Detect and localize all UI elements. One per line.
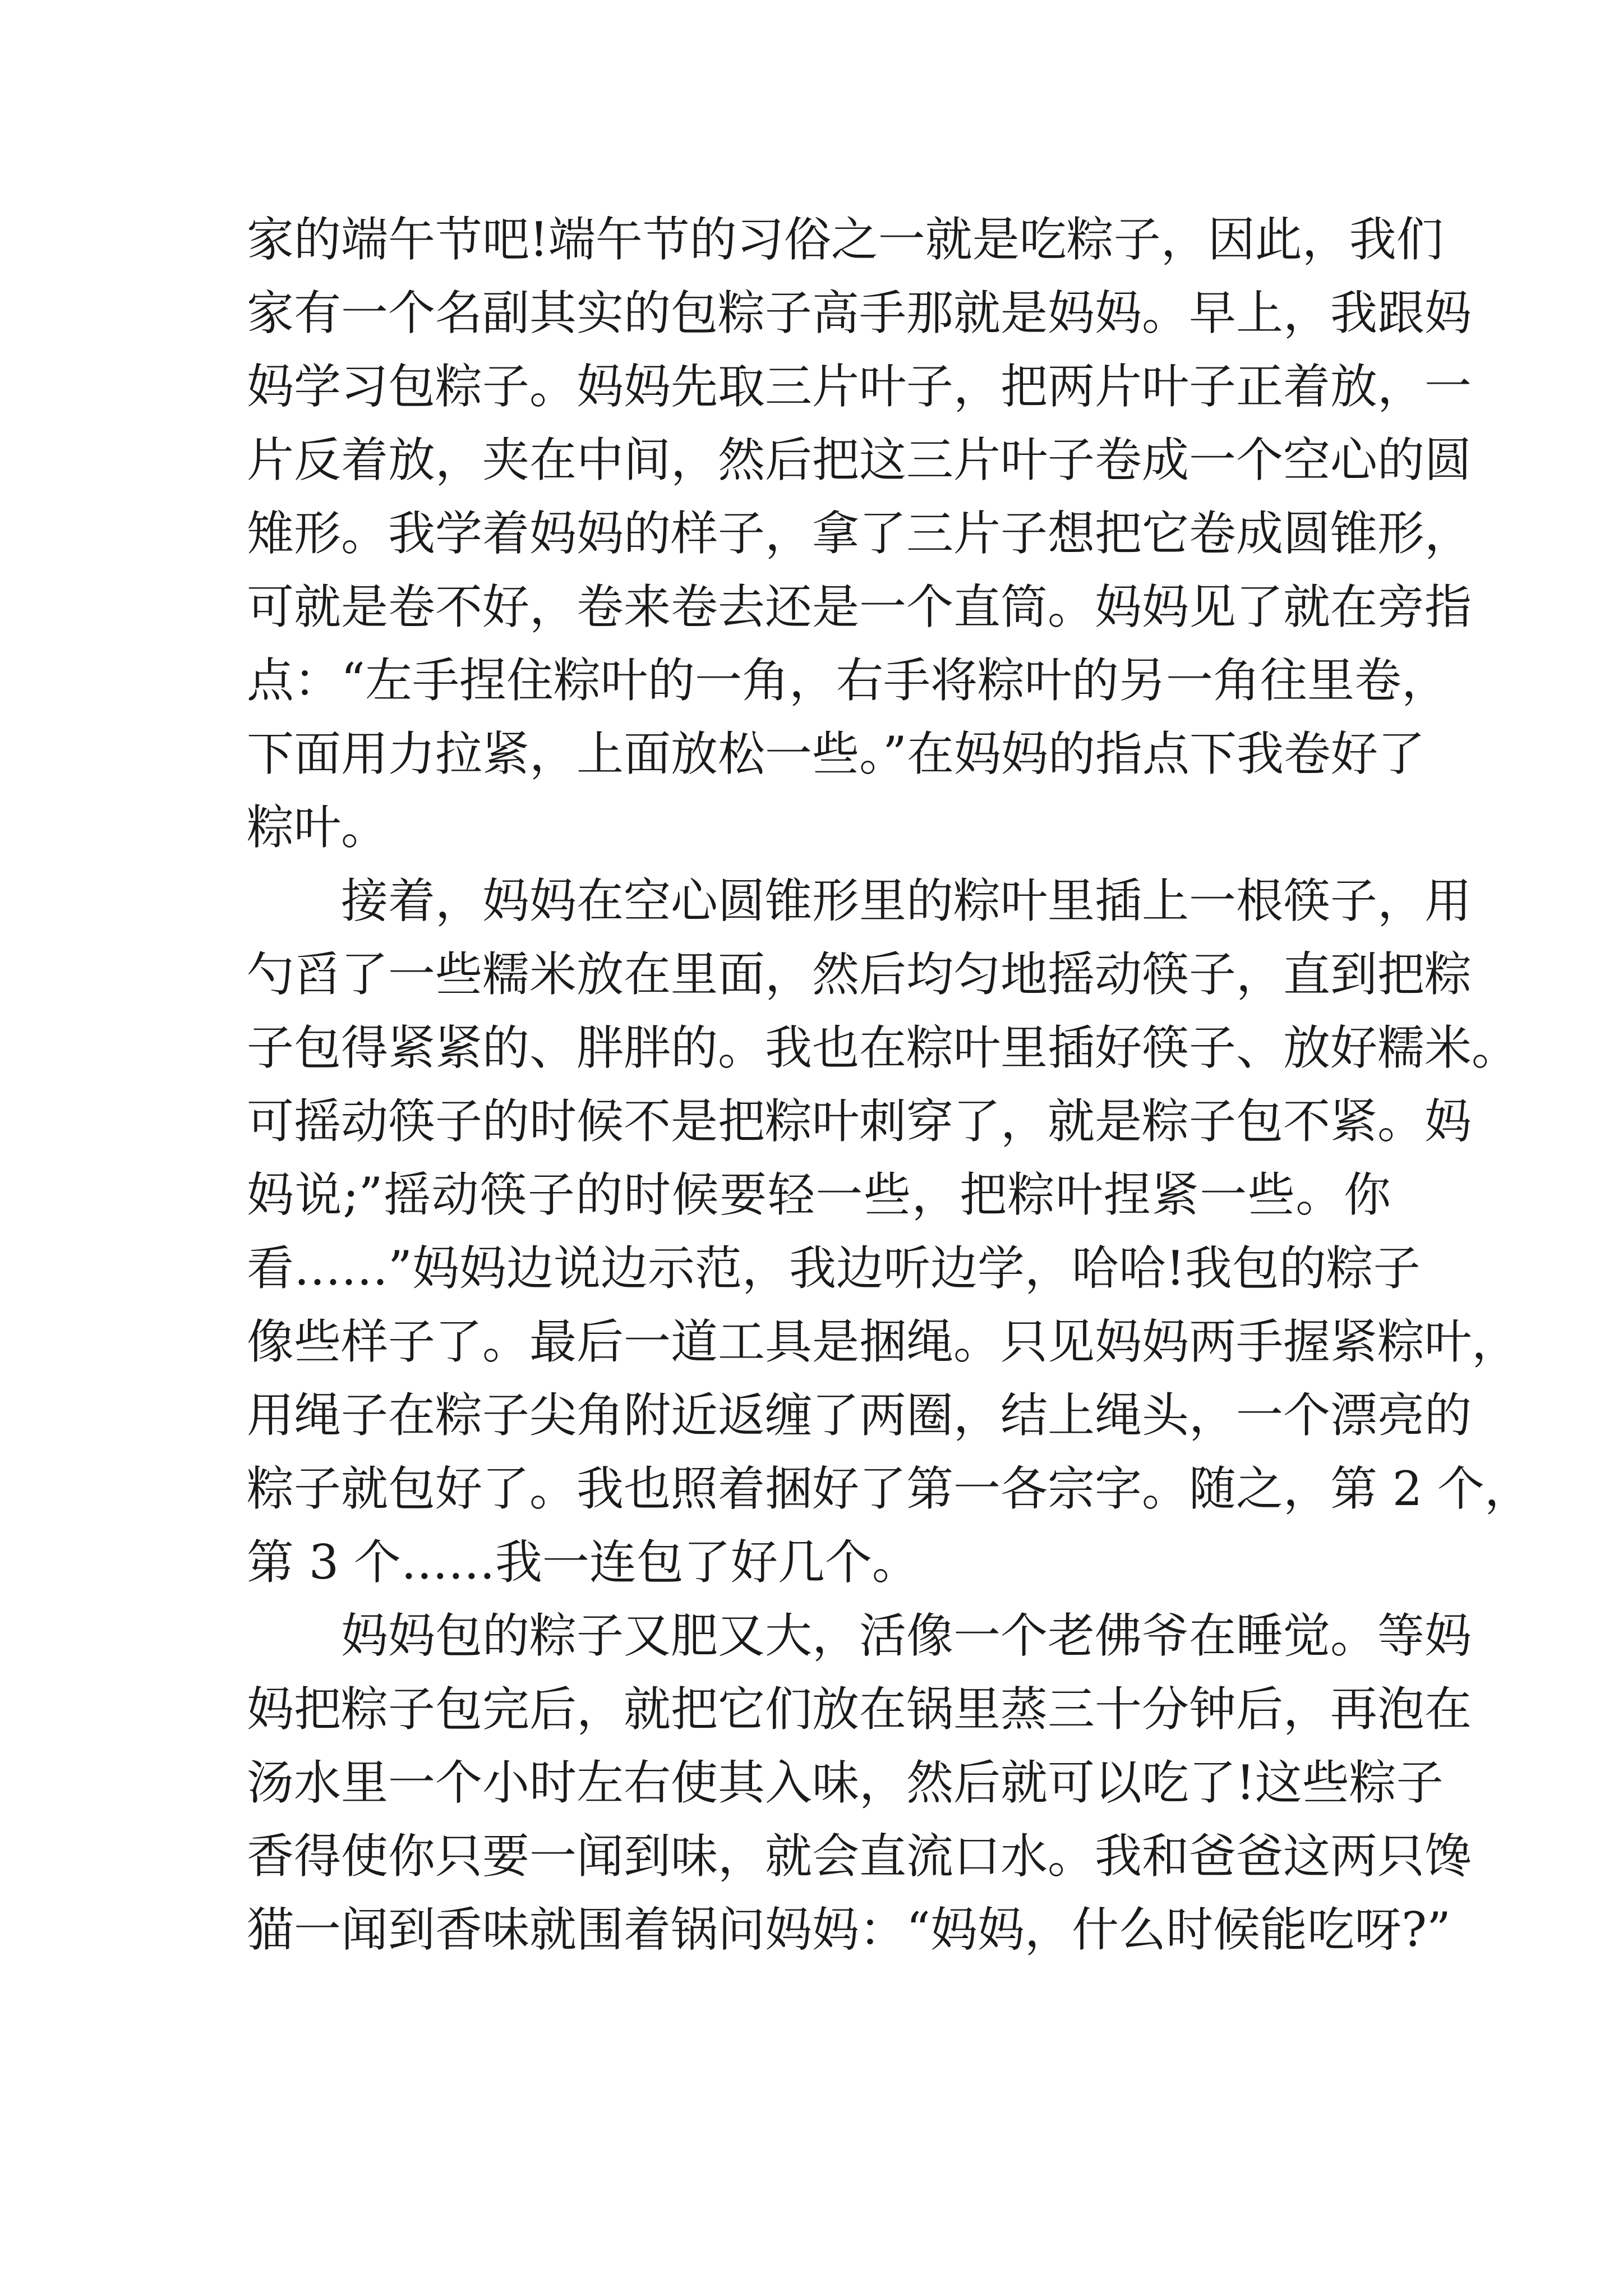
text-line: 子包得紧紧的、胖胖的。我也在粽叶里插好筷子、放好糯米。 — [247, 1020, 1519, 1075]
text-line: 看……”妈妈边说边示范，我边听边学，哈哈!我包的粽子 — [247, 1241, 1421, 1296]
text-line: 粽叶。 — [247, 800, 389, 855]
text-line: 汤水里一个小时左右使其入味，然后就可以吃了!这些粽子 — [247, 1755, 1444, 1810]
text-line: 点：“左手捏住粽叶的一角，右手将粽叶的另一角往里卷， — [247, 653, 1449, 708]
text-line: 妈把粽子包完后，就把它们放在锅里蒸三十分钟后，再泡在 — [247, 1682, 1472, 1737]
paragraph-1 — [247, 203, 1472, 864]
text-line: 雉形。我学着妈妈的样子，拿了三片子想把它卷成圆锥形， — [247, 506, 1472, 561]
text-line: 妈说;”摇动筷子的时候要轻一些，把粽叶捏紧一些。你 — [247, 1167, 1391, 1222]
text-line: 下面用力拉紧，上面放松一些。”在妈妈的指点下我卷好了 — [247, 726, 1425, 781]
text-line: 接着，妈妈在空心圆锥形里的粽叶里插上一根筷子，用 — [341, 873, 1472, 928]
body-text — [247, 203, 1532, 1967]
text-line: 勺舀了一些糯米放在里面，然后均匀地摇动筷子，直到把粽 — [247, 947, 1472, 1002]
text-line: 妈学习包粽子。妈妈先取三片叶子，把两片叶子正着放，一 — [247, 359, 1472, 414]
text-line: 粽子就包好了。我也照着捆好了第一各宗字。随之，第 2 个， — [247, 1461, 1532, 1516]
paragraph-3 — [247, 1599, 1472, 1967]
text-line: 香得使你只要一闻到味，就会直流口水。我和爸爸这两只馋 — [247, 1829, 1472, 1884]
text-line: 用绳子在粽子尖角附近返缠了两圈，结上绳头，一个漂亮的 — [247, 1388, 1472, 1443]
text-line: 猫一闻到香味就围着锅问妈妈：“妈妈，什么时候能吃呀?” — [247, 1902, 1451, 1957]
text-line: 第 3 个……我一连包了好几个。 — [247, 1535, 919, 1590]
text-line: 像些样子了。最后一道工具是捆绳。只见妈妈两手握紧粽叶， — [247, 1314, 1519, 1369]
paragraph-2 — [247, 864, 1532, 1599]
text-line: 片反着放，夹在中间，然后把这三片叶子卷成一个空心的圆 — [247, 432, 1472, 487]
text-line: 可就是卷不好，卷来卷去还是一个直筒。妈妈见了就在旁指 — [247, 579, 1472, 634]
text-line: 可摇动筷子的时候不是把粽叶刺穿了，就是粽子包不紧。妈 — [247, 1094, 1472, 1149]
text-line: 家有一个名副其实的包粽子高手那就是妈妈。早上，我跟妈 — [247, 286, 1472, 341]
text-line: 妈妈包的粽子又肥又大，活像一个老佛爷在睡觉。等妈 — [341, 1608, 1472, 1663]
text-line: 家的端午节吧!端午节的习俗之一就是吃粽子，因此，我们 — [247, 212, 1444, 267]
